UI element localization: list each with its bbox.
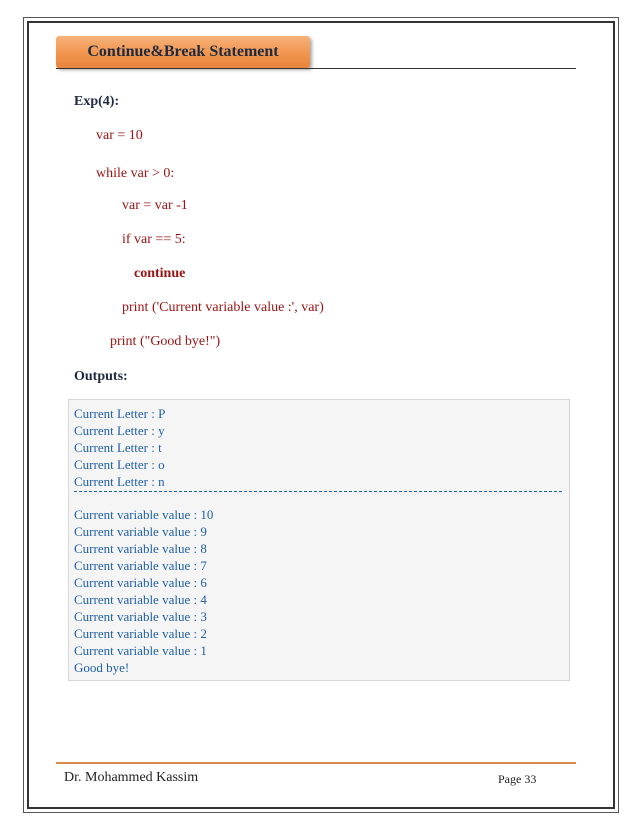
code-line: if var == 5: [122, 232, 186, 247]
output-separator [74, 491, 562, 492]
code-line: var = var -1 [122, 198, 188, 213]
output-line: Current variable value : 2 [74, 626, 207, 641]
header-rule [56, 68, 576, 69]
footer-rule [56, 762, 576, 764]
example-label: Exp(4): [74, 94, 120, 109]
code-line: while var > 0: [96, 166, 175, 181]
page-number: Page 33 [498, 772, 537, 786]
output-line: Current variable value : 6 [74, 575, 207, 590]
output-line: Good bye! [74, 660, 130, 675]
output-line: Current variable value : 3 [74, 609, 207, 624]
code-line: var = 10 [96, 128, 143, 143]
output-line: Current variable value : 1 [74, 643, 207, 658]
output-line: Current Letter : o [74, 457, 165, 472]
output-line: Current variable value : 7 [74, 558, 207, 573]
footer-author: Dr. Mohammed Kassim [64, 770, 199, 785]
output-line: Current variable value : 4 [74, 592, 207, 607]
code-line: print ("Good bye!") [110, 334, 221, 349]
section-title-badge [56, 36, 310, 68]
code-keyword-continue: continue [134, 266, 186, 281]
outputs-label: Outputs: [74, 369, 128, 384]
output-line: Current variable value : 8 [74, 541, 207, 556]
output-line: Current Letter : n [74, 474, 165, 489]
output-line: Current Letter : y [74, 423, 165, 438]
section-title: Continue&Break Statement [87, 43, 279, 60]
output-line: Current Letter : t [74, 440, 162, 455]
output-line: Current Letter : P [74, 406, 166, 421]
output-line: Current variable value : 9 [74, 524, 207, 539]
output-line: Current variable value : 10 [74, 507, 214, 522]
code-line: print ('Current variable value :', var) [122, 300, 324, 315]
